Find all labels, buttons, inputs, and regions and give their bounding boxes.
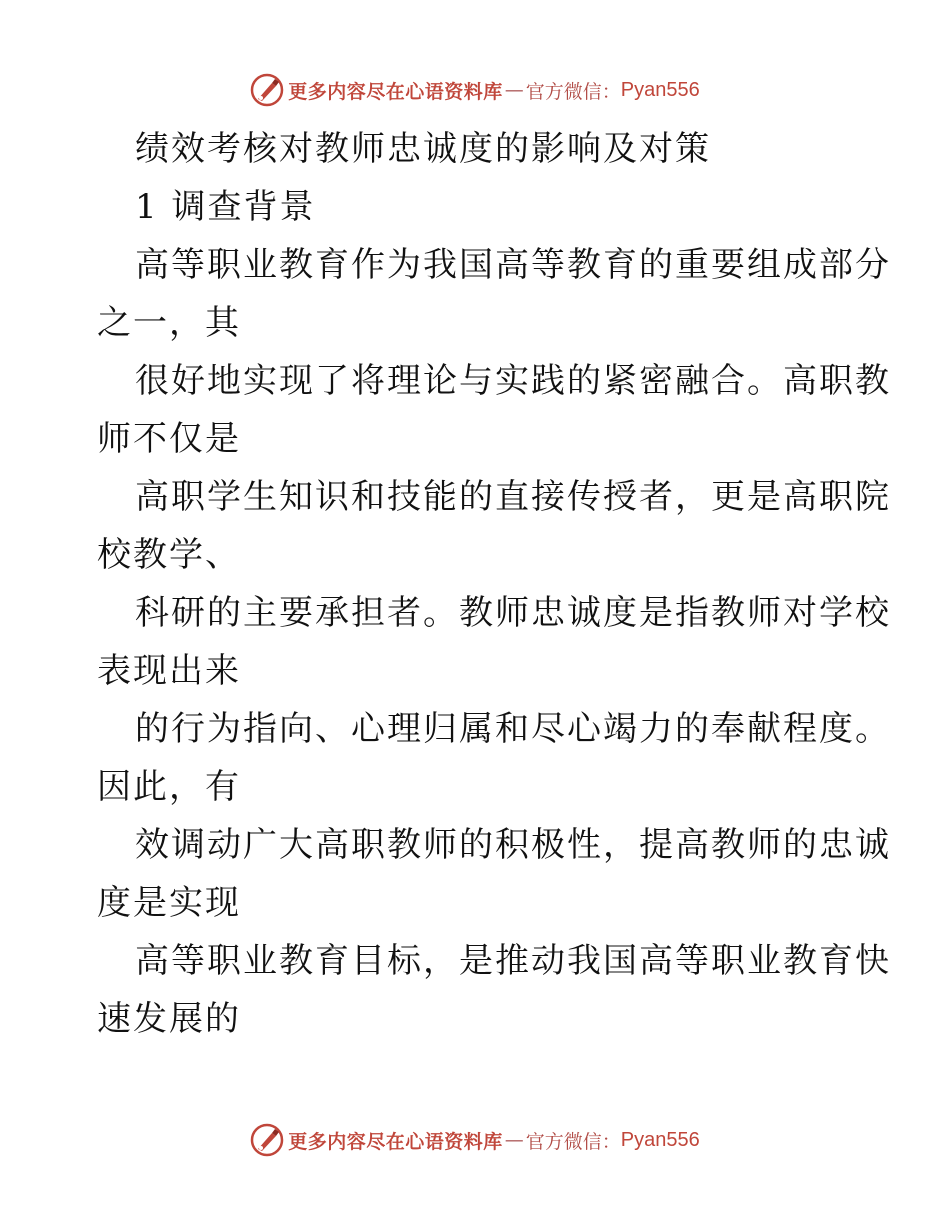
- paragraph-line: 高等职业教育作为我国高等教育的重要组成部分: [135, 245, 891, 285]
- paragraph-line: 科研的主要承担者。教师忠诚度是指教师对学校: [135, 593, 891, 633]
- pen-logo-icon: [250, 1123, 284, 1157]
- watermark-text: 更多内容尽在心语资料库: [288, 80, 503, 103]
- paragraph-line: 高职学生知识和技能的直接传授者，更是高职院: [135, 477, 891, 517]
- document-body: [97, 120, 891, 1048]
- paragraph-line: 的行为指向、心理归属和尽心竭力的奉献程度。: [135, 709, 891, 749]
- paragraph: [97, 236, 891, 1048]
- document-title: 绩效考核对教师忠诚度的影响及对策: [135, 129, 711, 169]
- paragraph-line: 师不仅是: [97, 419, 241, 459]
- watermark-label: 官方微信：: [525, 1130, 621, 1153]
- paragraph-line: 因此，有: [97, 767, 241, 807]
- paragraph-line: 效调动广大高职教师的积极性，提高教师的忠诚: [135, 825, 891, 865]
- section-heading: 1 调查背景: [135, 187, 316, 227]
- paragraph-line: 度是实现: [97, 883, 241, 923]
- paragraph-line: 表现出来: [97, 651, 241, 691]
- paragraph-line: 很好地实现了将理论与实践的紧密融合。高职教: [135, 361, 891, 401]
- footer-watermark: [0, 1120, 950, 1160]
- paragraph-line: 高等职业教育目标，是推动我国高等职业教育快: [135, 941, 891, 981]
- paragraph-line: 速发展的: [97, 999, 241, 1039]
- watermark-text: 更多内容尽在心语资料库: [288, 1130, 503, 1153]
- paragraph-line: 校教学、: [97, 535, 241, 575]
- watermark-label: 官方微信：: [525, 80, 621, 103]
- watermark-dash: —: [504, 79, 524, 101]
- watermark-dash: —: [504, 1129, 524, 1151]
- watermark-id: Pyan556: [620, 1128, 700, 1151]
- pen-logo-icon: [250, 73, 284, 107]
- paragraph-line: 之一，其: [97, 303, 241, 343]
- header-watermark: [0, 70, 950, 110]
- watermark-id: Pyan556: [620, 78, 700, 101]
